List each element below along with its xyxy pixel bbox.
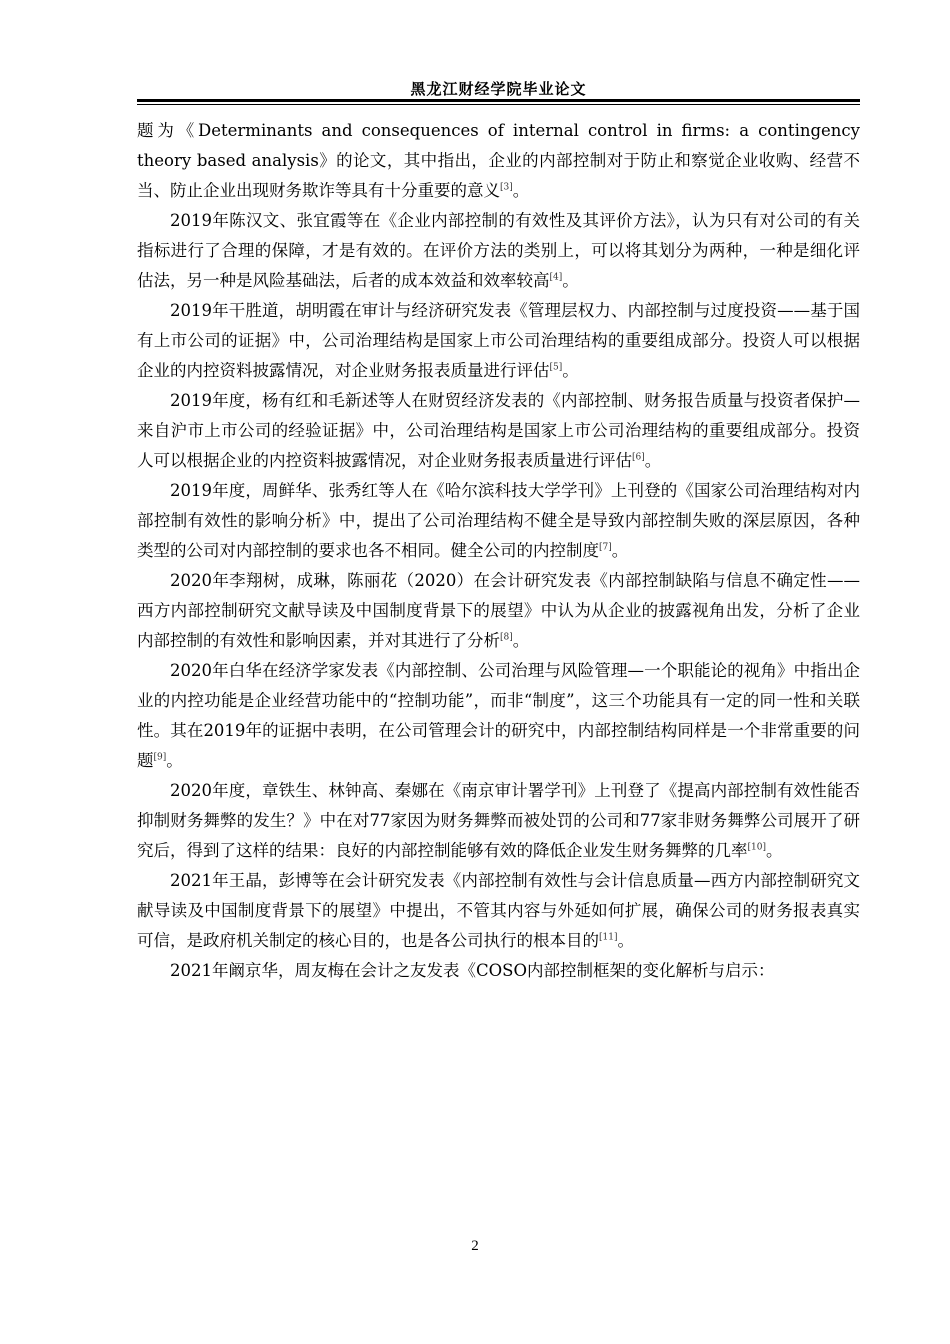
citation-ref: [5] (549, 362, 563, 373)
paragraph: 2019年陈汉文、张宜霞等在《企业内部控制的有效性及其评价方法》，认为只有对公司的有关指标进行了合理的保障，才是有效的。在评价方法的类别上，可以将其划分为两种，一种是细化评估法，另一种是风险基础法，后者的成本效益和效率较高[4]。 (137, 211, 860, 290)
body-text (137, 116, 860, 986)
paragraph: 2019年干胜道，胡明霞在审计与经济研究发表《管理层权力、内部控制与过度投资——基于国有上市公司的证据》中，公司治理结构是国家上市公司治理结构的重要组成部分。投资人可以根据企业的内控资料披露情况，对企业财务报表质量进行评估[5]。 (137, 301, 860, 380)
page-number: 2 (471, 1238, 479, 1254)
citation-ref: [9] (153, 752, 167, 763)
paragraph: 2019年度，杨有红和毛新述等人在财贸经济发表的《内部控制、财务报告质量与投资者保护—来自沪市上市公司的经验证据》中，公司治理结构是国家上市公司治理结构的重要组成部分。投资人可以根据企业的内控资料披露情况，对企业财务报表质量进行评估[6]。 (137, 391, 860, 470)
citation-ref: [11] (599, 932, 618, 943)
paragraph: 2020年李翔树，成琳，陈丽花（2020）在会计研究发表《内部控制缺陷与信息不确定性——西方内部控制研究文献导读及中国制度背景下的展望》中认为从企业的披露视角出发，分析了企业内部控制的有效性和影响因素，并对其进行了分析[8]。 (137, 571, 860, 650)
paragraph: 2020年度，章铁生、林钟高、秦娜在《南京审计署学刊》上刊登了《提高内部控制有效性能否抑制财务舞弊的发生？》中在对77家因为财务舞弊而被处罚的公司和77家非财务舞弊公司展开了研究后，得到了这样的结果：良好的内部控制能够有效的降低企业发生财务舞弊的几率[10]。 (137, 781, 860, 860)
citation-ref: [6] (632, 452, 645, 463)
paragraph: 2019年度，周鲜华、张秀红等人在《哈尔滨科技大学学刊》上刊登的《国家公司治理结构对内部控制有效性的影响分析》中，提出了公司治理结构不健全是导致内部控制失败的深层原因，各种类型的公司对内部控制的要求也各不相同。健全公司的内控制度[7]。 (137, 481, 860, 560)
citation-ref: [8] (500, 632, 513, 643)
citation-ref: [3] (500, 182, 513, 193)
header-rule-thin (137, 104, 860, 105)
citation-ref: [4] (549, 272, 563, 283)
paragraph: 2021年王晶，彭博等在会计研究发表《内部控制有效性与会计信息质量—西方内部控制研究文献导读及中国制度背景下的展望》中提出，不管其内容与外延如何扩展，确保公司的财务报表真实可信，是政府机关制定的核心目的，也是各公司执行的根本目的[11]。 (137, 871, 860, 950)
citation-ref: [10] (747, 842, 766, 853)
header-rule-thick (137, 99, 860, 102)
paragraph: 2021年阚京华，周友梅在会计之友发表《COSO内部控制框架的变化解析与启示： (170, 961, 775, 980)
paragraph: 题为《Determinants and consequences of internal control in firms: a contingency theory based analysis》的论文，其中指出，企业的内部控制对于防止和察觉企业收购、经营不当、防止企业出现财务欺诈等具有十分重要的意义[3]。 (137, 121, 860, 200)
paragraph: 2020年白华在经济学家发表《内部控制、公司治理与风险管理—一个职能论的视角》中指出企业的内控功能是企业经营功能中的“控制功能”，而非“制度”，这三个功能具有一定的同一性和关联性。其在2019年的证据中表明，在公司管理会计的研究中，内部控制结构同样是一个非常重要的问题[9]。 (137, 661, 860, 770)
running-header: 黑龙江财经学院毕业论文 (410, 80, 587, 98)
citation-ref: [7] (599, 542, 612, 553)
